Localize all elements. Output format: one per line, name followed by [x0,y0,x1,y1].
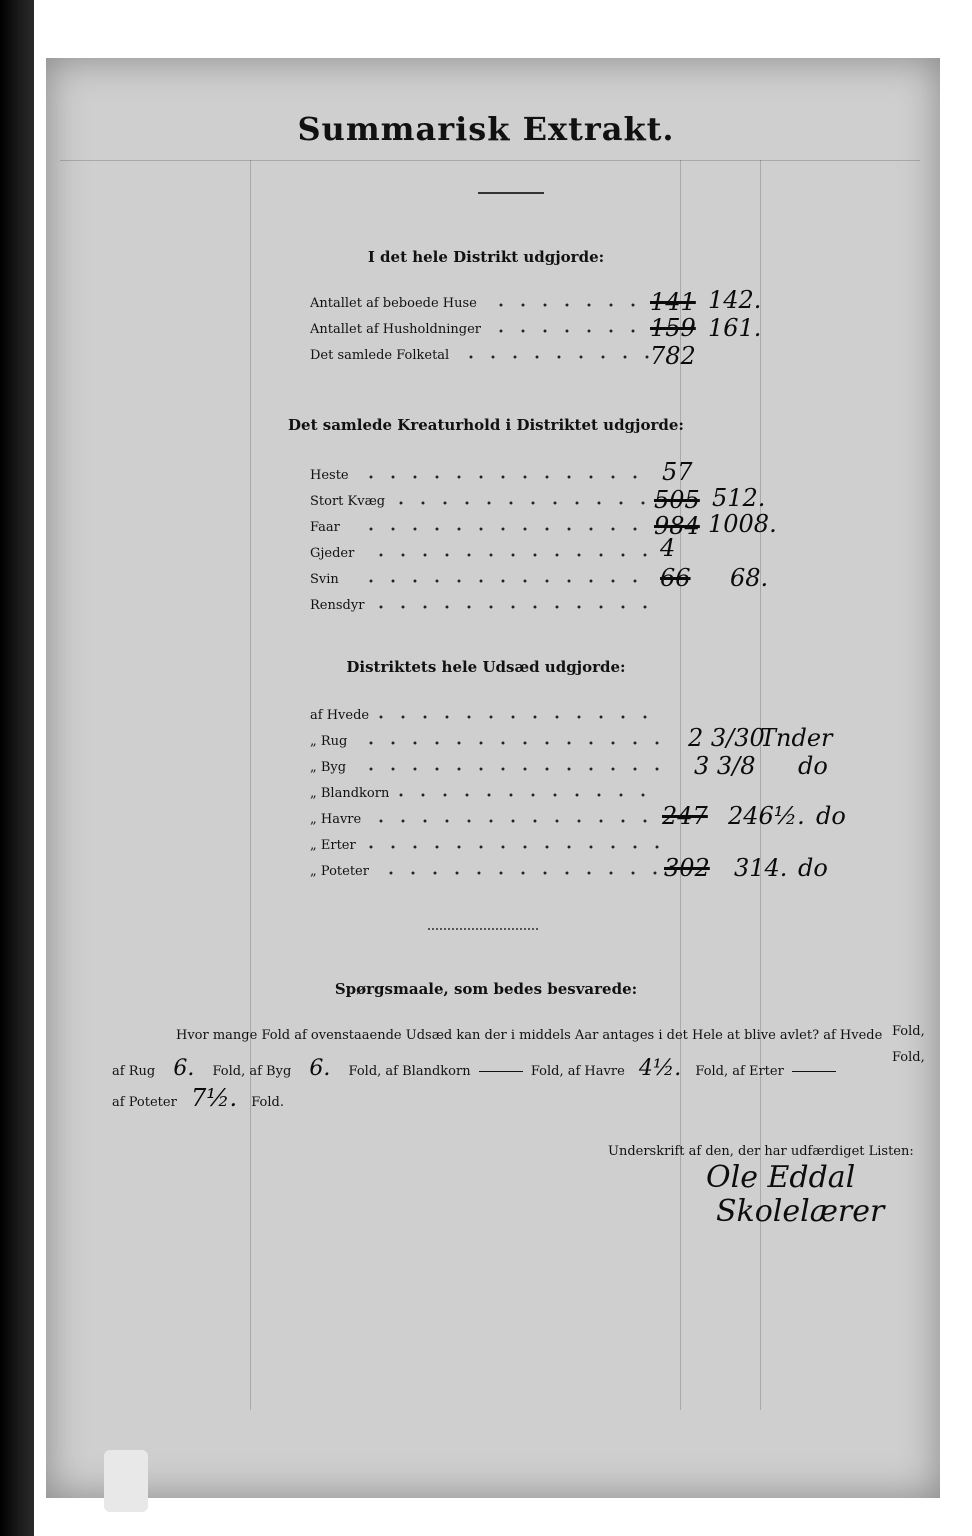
row-value: 161. [708,314,762,342]
row-value: 57 [662,458,693,486]
signature-title: Skolelærer [716,1194,885,1229]
leader-dots [370,550,650,560]
leader-dots [370,602,650,612]
struck-value: 984 [654,512,700,540]
leader-dots [370,816,660,826]
row-label: Antallet af Husholdninger [310,322,481,337]
row-havre [310,802,870,836]
row-label: Faar [310,520,340,535]
row-label: Stort Kvæg [310,494,386,509]
library-stamp [104,1450,148,1512]
leader-dots [370,712,660,722]
leader-dots [360,472,650,482]
signature-caption: Underskrift af den, der har udfærdiget Listen: [608,1144,914,1159]
row-value: 246½. [728,802,805,830]
book-spine [0,0,34,1536]
erter-label: Fold, af Erter [695,1064,784,1079]
struck-value: 505 [654,486,700,514]
ruling-line [60,160,920,161]
row-rug [310,724,870,758]
leader-dots [490,300,650,310]
row-label: „ Erter [310,838,356,853]
row-husholdninger [310,314,870,346]
struck-value: 247 [662,802,708,830]
leader-dots [360,764,660,774]
row-label: Svin [310,572,339,587]
row-label: „ Byg [310,760,347,775]
leader-dots [460,352,650,362]
row-label: Heste [310,468,349,483]
row-label: „ Rug [310,734,348,749]
blank-answer-line [479,1071,523,1072]
struck-value: 302 [664,854,710,882]
leader-dots [360,738,660,748]
havre-label: Fold, af Havre [530,1064,625,1079]
question-line-3 [112,1084,284,1112]
struck-value: 141 [650,288,696,316]
row-value: 142. [708,286,762,314]
havre-fold-value: 4½. [638,1056,682,1081]
blandkorn-label: Fold, af Blandkorn [348,1064,471,1079]
struck-value: 159 [650,314,696,342]
row-value: 4 [660,534,676,562]
leader-dots [390,790,660,800]
byg-fold-value: 6. [309,1056,331,1081]
row-beboede-huse [310,286,870,320]
section-heading-seed: Distriktets hele Udsæd udgjorde: [346,658,626,676]
row-value: 2 3/30 [688,724,765,752]
row-heste [310,458,870,492]
poteter-end: Fold. [251,1095,284,1110]
row-label: Antallet af beboede Huse [310,296,477,311]
row-label: Gjeder [310,546,355,561]
row-label: Det samlede Folketal [310,348,450,363]
section-separator [428,928,538,930]
blank-answer-line [792,1071,836,1072]
page-title: Summarisk Extrakt. [297,110,675,148]
section-heading-questions: Spørgsmaale, som bedes besvarede: [334,980,638,998]
row-unit: do [798,854,828,882]
leader-dots [360,524,650,534]
struck-value: 66 [660,564,691,592]
row-unit: do [816,802,846,830]
row-value: 512. [712,484,766,512]
row-label: „ Havre [310,812,362,827]
section-heading-livestock: Det samlede Kreaturhold i Distriktet udgjorde: [288,416,684,434]
row-value: 782 [650,342,696,370]
leader-dots [360,576,650,586]
leader-dots [390,498,650,508]
row-value: 1008. [708,510,777,538]
question-line-1: Hvor mange Fold af ovenstaaende Udsæd kan der i middels Aar antages i det Hele at blive avlet? af Hvede [176,1028,883,1043]
rug-label: af Rug [112,1064,156,1079]
poteter-label: af Poteter [112,1095,177,1110]
rug-fold-value: 6. [173,1056,195,1081]
leader-dots [360,842,660,852]
row-label: „ Poteter [310,864,369,879]
question-line-1-end: Fold, [892,1024,925,1039]
poteter-fold-value: 7½. [190,1084,238,1112]
leader-dots [490,326,650,336]
row-stort-kvaeg [310,484,870,518]
row-poteter [310,854,870,888]
row-value: 3 3/8 [694,752,756,780]
row-svin [310,564,870,596]
title-ornament [478,192,544,194]
row-value: 314. [734,854,788,882]
question-line-2 [112,1056,840,1081]
row-unit: do [798,752,828,780]
row-label: af Hvede [310,708,370,723]
row-label: Rensdyr [310,598,365,613]
question-line-2-end: Fold, [892,1050,925,1065]
row-label: „ Blandkorn [310,786,390,801]
row-byg [310,752,870,784]
row-folketal [310,342,870,372]
leader-dots [380,868,660,878]
row-value: 68. [730,564,769,592]
row-gjeder [310,534,870,570]
signature-name: Ole Eddal [706,1160,856,1195]
ruling-line [250,160,251,1410]
row-rensdyr [310,598,870,622]
row-faar [310,510,870,544]
byg-label: Fold, af Byg [212,1064,292,1079]
row-unit: Tnder [760,724,833,752]
section-heading-district: I det hele Distrikt udgjorde: [367,248,605,266]
